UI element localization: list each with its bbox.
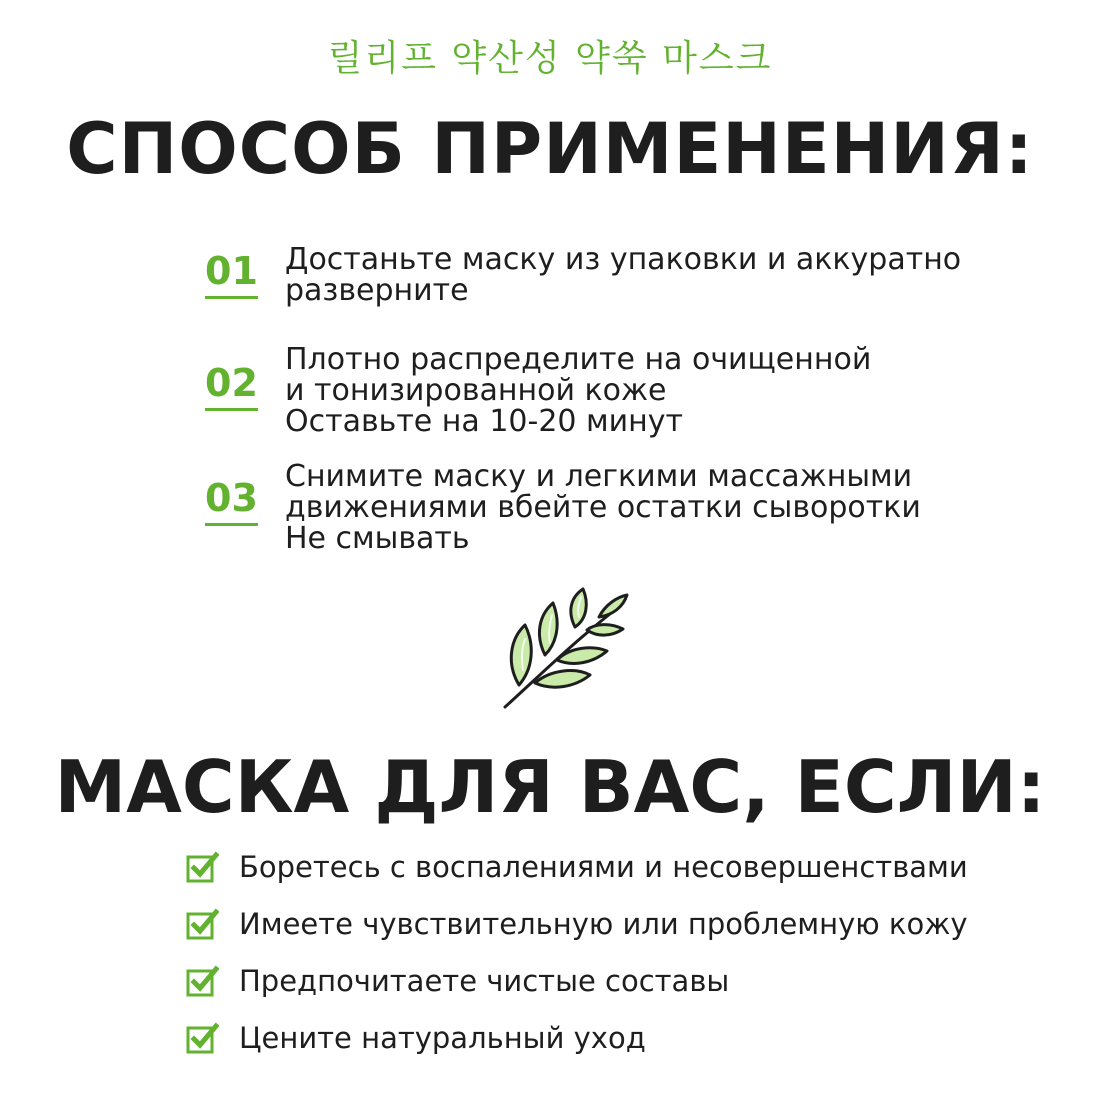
step-line: разверните: [285, 273, 469, 308]
list-item: [185, 895, 1035, 952]
step-text: [285, 344, 985, 437]
leaf-branch-icon: [495, 585, 635, 715]
step-number: 03: [205, 479, 258, 526]
checkbox-check-icon: [185, 907, 219, 941]
step-line: и тонизированной коже: [285, 373, 667, 408]
checkbox-check-icon: [185, 964, 219, 998]
suitability-heading: МАСКА ДЛЯ ВАС, ЕСЛИ:: [54, 745, 1046, 829]
step-number: 02: [205, 364, 258, 411]
step-number: 01: [205, 252, 258, 299]
step-line: Плотно распределите на очищенной: [285, 342, 872, 377]
checkbox-check-icon: [185, 850, 219, 884]
list-item: [185, 838, 1035, 895]
step-line: Оставьте на 10-20 минут: [285, 404, 684, 439]
step-line: движениями вбейте остатки сыворотки: [285, 490, 921, 525]
list-item-text: Боретесь с воспалениями и несовершенствами: [239, 849, 968, 884]
list-item-text: Предпочитаете чистые составы: [239, 963, 730, 998]
step-line: Снимите маску и легкими массажными: [285, 459, 913, 494]
step-text: [285, 461, 985, 554]
list-item: [185, 952, 1035, 1009]
checkbox-check-icon: [185, 1021, 219, 1055]
brand-title: 릴리프 약산성 약쑥 마스크: [327, 38, 773, 79]
usage-heading: СПОСОБ ПРИМЕНЕНИЯ:: [66, 108, 1034, 190]
step-line: Достаньте маску из упаковки и аккуратно: [285, 242, 962, 277]
list-item-text: Цените натуральный уход: [239, 1020, 646, 1055]
list-item-text: Имеете чувствительную или проблемную кожу: [239, 906, 968, 941]
suitability-list: [185, 838, 1035, 1066]
step-text: [285, 244, 985, 306]
step-line: Не смывать: [285, 521, 470, 556]
list-item: [185, 1009, 1035, 1066]
